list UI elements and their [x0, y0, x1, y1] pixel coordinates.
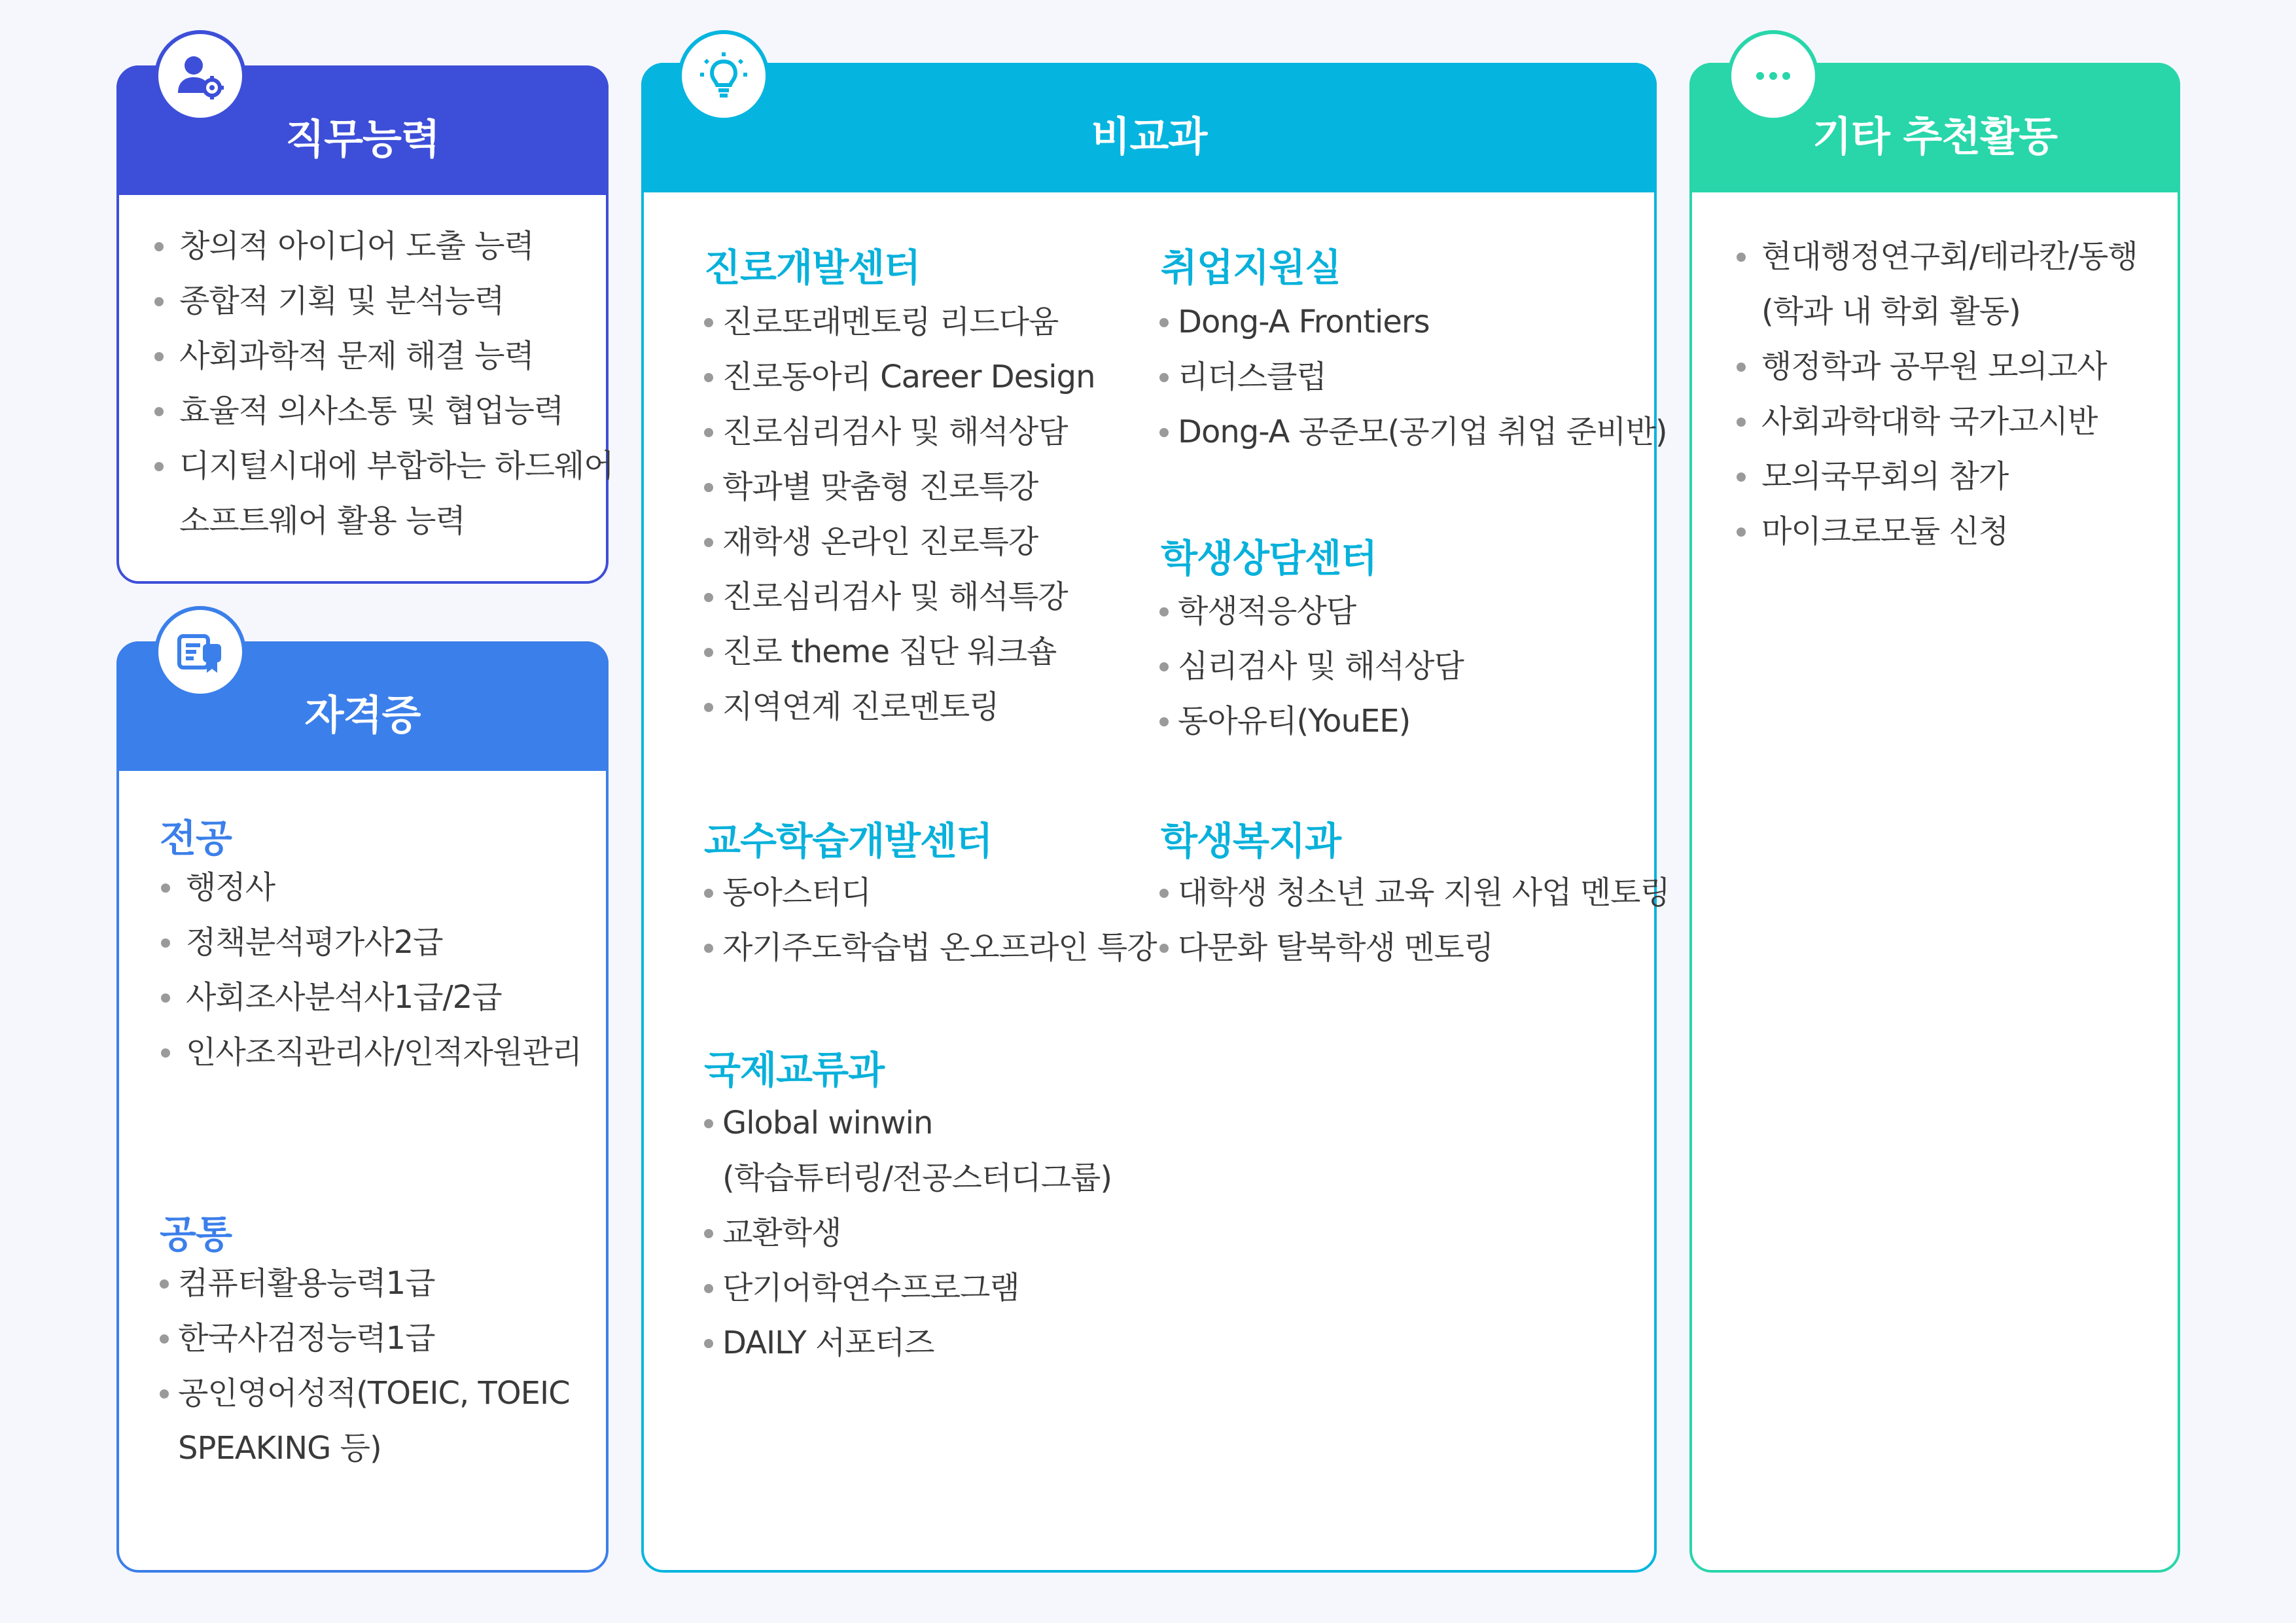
job-support-list	[1158, 294, 1667, 459]
list-item: 인사조직관리사/인적자원관리	[156, 1025, 582, 1080]
extracurricular-card	[641, 63, 1670, 1573]
list-item-continuation: SPEAKING 등)	[178, 1430, 381, 1467]
list-item: 종합적 기획 및 분석능력	[149, 274, 614, 329]
list-item: DAILY 서포터즈	[703, 1315, 1112, 1370]
list-item: 동아스터디	[703, 865, 1157, 920]
job-skills-title: 직무능력	[285, 115, 440, 163]
counsel-center-title: 학생상담센터	[1161, 536, 1377, 580]
list-item: 모의국무회의 참가	[1731, 449, 2138, 504]
list-item: Global winwin	[703, 1096, 1112, 1150]
teaching-center-title: 교수학습개발센터	[704, 819, 993, 863]
more-dots-icon	[1727, 30, 1819, 122]
list-item: 디지털시대에 부합하는 하드웨어	[149, 438, 614, 493]
list-item: 창의적 아이디어 도출 능력	[149, 219, 614, 274]
list-item: 재학생 온라인 진로특강	[703, 514, 1095, 569]
job-support-title: 취업지원실	[1161, 245, 1341, 290]
other-activities-list	[1731, 229, 2138, 559]
other-activities-title: 기타 추천활동	[1812, 112, 2057, 160]
extracurricular-header	[641, 63, 1657, 192]
list-item: 동아유티(YouEE)	[1158, 694, 1464, 749]
career-center-title: 진로개발센터	[704, 245, 921, 290]
list-item: 진로또래멘토링 리드다움	[703, 294, 1095, 349]
lightbulb-icon	[678, 30, 769, 122]
list-item: 사회과학대학 국가고시반	[1731, 394, 2138, 449]
user-gear-icon	[154, 30, 246, 122]
career-center-list	[703, 294, 1095, 734]
list-item: 교환학생	[703, 1205, 1112, 1260]
list-item: 효율적 의사소통 및 협업능력	[149, 383, 614, 438]
welfare-title: 학생복지과	[1161, 819, 1341, 863]
common-section-title: 공통	[160, 1212, 232, 1257]
list-item: 컴퓨터활용능력1급	[158, 1256, 570, 1311]
job-skills-list	[149, 219, 614, 548]
common-cert-list	[158, 1256, 570, 1476]
list-item: 사회조사분석사1급/2급	[156, 970, 582, 1025]
list-item: 진로심리검사 및 해석상담	[703, 404, 1095, 459]
certificate-card	[116, 641, 609, 1573]
welfare-list	[1158, 865, 1670, 975]
counsel-center-list	[1158, 584, 1464, 749]
list-item: 행정사	[156, 860, 582, 915]
list-item: Dong-A 공준모(공기업 취업 준비반)	[1158, 404, 1667, 459]
intl-exchange-list	[703, 1096, 1112, 1370]
list-item: 리더스클럽	[1158, 349, 1667, 404]
list-item: 심리검사 및 해석상담	[1158, 639, 1464, 694]
list-item-continuation: 소프트웨어 활용 능력	[179, 503, 465, 539]
list-item: 단기어학연수프로그램	[703, 1260, 1112, 1315]
list-item: 진로심리검사 및 해석특강	[703, 569, 1095, 624]
major-section-title: 전공	[160, 816, 232, 861]
list-item: 진로동아리 Career Design	[703, 349, 1095, 404]
list-item: 학과별 맞춤형 진로특강	[703, 459, 1095, 514]
list-item: 한국사검정능력1급	[158, 1311, 570, 1366]
list-item: 정책분석평가사2급	[156, 915, 582, 970]
major-cert-list	[156, 860, 582, 1080]
extracurricular-title: 비교과	[1091, 112, 1207, 160]
other-activities-card	[1689, 63, 2180, 1573]
job-skills-card	[116, 65, 614, 584]
list-item-continuation: (학습튜터링/전공스터디그룹)	[722, 1160, 1112, 1196]
list-item: 마이크로모듈 신청	[1731, 504, 2138, 559]
list-item: 대학생 청소년 교육 지원 사업 멘토링	[1158, 865, 1670, 920]
list-item: 학생적응상담	[1158, 584, 1464, 639]
list-item: 진로 theme 집단 워크숍	[703, 624, 1095, 679]
list-item: 사회과학적 문제 해결 능력	[149, 329, 614, 383]
intl-exchange-title: 국제교류과	[704, 1048, 885, 1092]
list-item-continuation: (학과 내 학회 활동)	[1761, 293, 2021, 330]
list-item: 다문화 탈북학생 멘토링	[1158, 920, 1670, 975]
list-item: 행정학과 공무원 모의고사	[1731, 339, 2138, 394]
teaching-center-list	[703, 865, 1157, 975]
list-item: 자기주도학습법 온오프라인 특강	[703, 920, 1157, 975]
list-item: 현대행정연구회/테라칸/동행	[1731, 229, 2138, 284]
certificate-icon	[154, 606, 246, 698]
list-item: Dong-A Frontiers	[1158, 294, 1667, 349]
list-item: 공인영어성적(TOEIC, TOEIC	[158, 1366, 570, 1421]
list-item: 지역연계 진로멘토링	[703, 679, 1095, 734]
certificate-title: 자격증	[304, 690, 421, 739]
